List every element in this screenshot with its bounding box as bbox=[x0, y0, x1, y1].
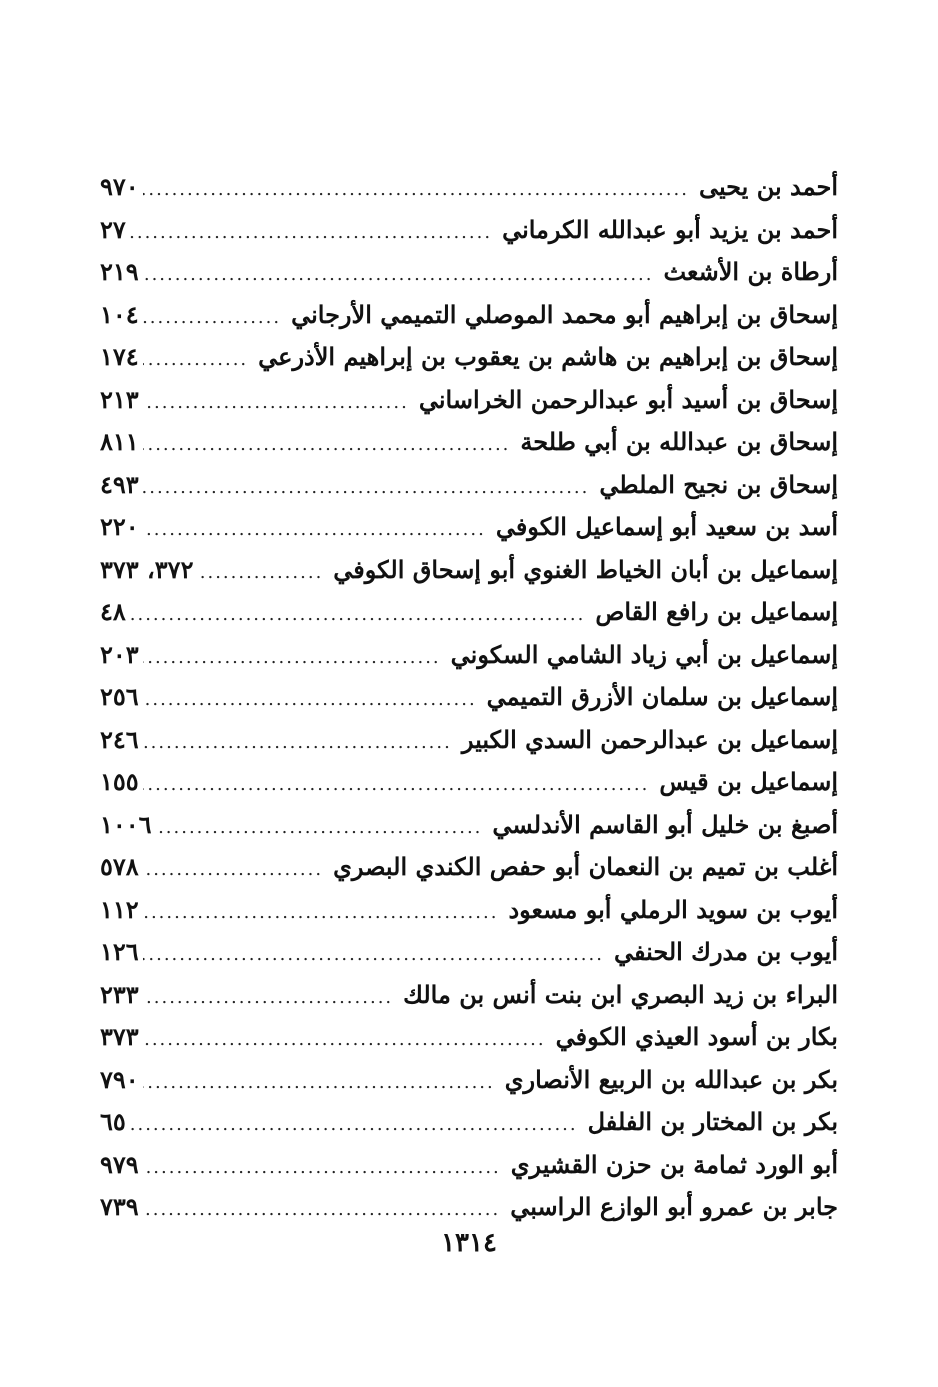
index-entry bbox=[100, 421, 838, 464]
entry-name: بكر بن عبدالله بن الربيع الأنصاري bbox=[504, 1064, 838, 1094]
dot-leader bbox=[143, 339, 248, 382]
entry-page-numbers: ٢٠٣ bbox=[100, 639, 139, 669]
index-entry bbox=[100, 336, 838, 379]
index-entry bbox=[100, 1101, 838, 1144]
dot-leader bbox=[143, 1189, 501, 1232]
entry-page-numbers: ٢١٩ bbox=[100, 257, 139, 286]
dot-leader bbox=[143, 849, 323, 892]
dot-leader bbox=[143, 722, 452, 765]
entry-name: البراء بن زيد البصري ابن بنت أنس بن مالك bbox=[403, 979, 838, 1009]
index-entry bbox=[100, 379, 838, 422]
dot-leader bbox=[143, 254, 654, 297]
dot-leader bbox=[143, 1147, 501, 1190]
dot-leader bbox=[130, 212, 492, 255]
entry-page-numbers: ١٢٦ bbox=[100, 937, 139, 966]
entry-page-numbers: ١٧٤ bbox=[100, 342, 139, 371]
dot-leader bbox=[143, 509, 486, 552]
page-number: ١٣١٤ bbox=[441, 1228, 497, 1258]
dot-leader bbox=[143, 892, 499, 935]
dot-leader bbox=[130, 594, 586, 637]
entry-name: أرطاة بن الأشعث bbox=[663, 257, 838, 286]
entry-name: أحمد بن يحيى bbox=[698, 172, 838, 201]
index-entry bbox=[100, 676, 838, 719]
entry-name: إسماعيل بن سلمان الأزرق التميمي bbox=[486, 682, 838, 711]
entry-name: إسماعيل بن أبي زياد الشامي السكوني bbox=[450, 639, 838, 669]
dot-leader bbox=[143, 637, 441, 680]
entry-name: أغلب بن تميم بن النعمان أبو حفص الكندي البصري bbox=[333, 852, 838, 881]
index-entry bbox=[100, 761, 838, 804]
entry-page-numbers: ٢٥٦ bbox=[100, 682, 139, 711]
entry-name: إسماعيل بن عبدالرحمن السدي الكبير bbox=[461, 724, 838, 754]
index-entry bbox=[100, 719, 838, 762]
entry-name: أصبغ بن خليل أبو القاسم الأندلسي bbox=[492, 809, 838, 839]
entry-page-numbers: ١١٢ bbox=[100, 894, 139, 924]
entry-name: أيوب بن سويد الرملي أبو مسعود bbox=[508, 894, 838, 924]
entry-page-numbers: ٥٧٨ bbox=[100, 852, 139, 881]
index-entry bbox=[100, 294, 838, 337]
entry-page-numbers: ١٥٥ bbox=[100, 767, 139, 796]
dot-leader bbox=[143, 977, 393, 1020]
dot-leader bbox=[143, 169, 689, 212]
entry-name: إسحاق بن نجيح الملطي bbox=[599, 469, 838, 499]
entry-page-numbers: ٤٨ bbox=[100, 597, 126, 626]
index-entry bbox=[100, 251, 838, 294]
entry-page-numbers: ٩٧٩ bbox=[100, 1149, 139, 1179]
index-list bbox=[100, 166, 838, 1229]
entry-name: أيوب بن مدرك الحنفي bbox=[613, 937, 838, 966]
entry-name: جابر بن عمرو أبو الوازع الراسبي bbox=[510, 1192, 838, 1221]
index-entry bbox=[100, 1059, 838, 1102]
entry-page-numbers: ٢٢٠ bbox=[100, 512, 139, 541]
entry-name: إسحاق بن عبدالله بن أبي طلحة bbox=[520, 427, 838, 456]
entry-page-numbers: ٣٧٢، ٣٧٣ bbox=[100, 554, 194, 584]
entry-name: أسد بن سعيد أبو إسماعيل الكوفي bbox=[495, 512, 838, 541]
index-entry bbox=[100, 974, 838, 1017]
entry-page-numbers: ٤٩٣ bbox=[100, 469, 139, 499]
entry-name: إسماعيل بن أبان الخياط الغنوي أبو إسحاق الكوفي bbox=[333, 554, 838, 584]
entry-name: إسماعيل بن قيس bbox=[659, 767, 838, 796]
dot-leader bbox=[130, 1104, 578, 1147]
dot-leader bbox=[143, 764, 650, 807]
index-entry bbox=[100, 464, 838, 507]
dot-leader bbox=[143, 1062, 495, 1105]
index-entry bbox=[100, 804, 838, 847]
entry-page-numbers: ٣٧٣ bbox=[100, 1022, 139, 1051]
dot-leader bbox=[143, 934, 604, 977]
entry-name: بكر بن المختار بن الفلفل bbox=[587, 1107, 838, 1136]
entry-name: أحمد بن يزيد أبو عبدالله الكرماني bbox=[502, 214, 838, 244]
dot-leader bbox=[143, 1019, 546, 1062]
entry-page-numbers: ٧٩٠ bbox=[100, 1064, 139, 1094]
entry-page-numbers: ١٠٠٦ bbox=[100, 809, 152, 839]
entry-name: بكار بن أسود العيذي الكوفي bbox=[555, 1022, 838, 1051]
entry-page-numbers: ٩٧٠ bbox=[100, 172, 139, 201]
entry-name: أبو الورد ثمامة بن حزن القشيري bbox=[510, 1149, 838, 1179]
entry-page-numbers: ٧٣٩ bbox=[100, 1192, 139, 1221]
entry-name: إسحاق بن أسيد أبو عبدالرحمن الخراساني bbox=[418, 384, 838, 414]
entry-page-numbers: ٢١٣ bbox=[100, 384, 139, 414]
index-entry bbox=[100, 166, 838, 209]
entry-name: إسماعيل بن رافع القاص bbox=[595, 597, 838, 626]
index-entry bbox=[100, 889, 838, 932]
index-entry bbox=[100, 1016, 838, 1059]
entry-page-numbers: ٢٤٦ bbox=[100, 724, 139, 754]
index-entry bbox=[100, 209, 838, 252]
dot-leader bbox=[143, 679, 477, 722]
dot-leader bbox=[156, 807, 483, 850]
index-entry bbox=[100, 1144, 838, 1187]
index-entry bbox=[100, 591, 838, 634]
index-entry bbox=[100, 846, 838, 889]
dot-leader bbox=[143, 382, 409, 425]
index-entry bbox=[100, 506, 838, 549]
entry-name: إسحاق بن إبراهيم أبو محمد الموصلي التميمي الأرجاني bbox=[291, 299, 838, 329]
entry-page-numbers: ٦٥ bbox=[100, 1107, 126, 1136]
entry-name: إسحاق بن إبراهيم بن هاشم بن يعقوب بن إبراهيم الأذرعي bbox=[258, 342, 838, 371]
dot-leader bbox=[197, 552, 323, 595]
entry-page-numbers: ١٠٤ bbox=[100, 299, 139, 329]
dot-leader bbox=[143, 467, 590, 510]
dot-leader bbox=[143, 424, 511, 467]
dot-leader bbox=[143, 297, 281, 340]
entry-page-numbers: ٢٣٣ bbox=[100, 979, 139, 1009]
index-entry bbox=[100, 1186, 838, 1229]
entry-page-numbers: ٨١١ bbox=[100, 427, 139, 456]
index-entry bbox=[100, 634, 838, 677]
index-entry bbox=[100, 931, 838, 974]
entry-page-numbers: ٢٧ bbox=[100, 214, 126, 244]
index-entry bbox=[100, 549, 838, 592]
